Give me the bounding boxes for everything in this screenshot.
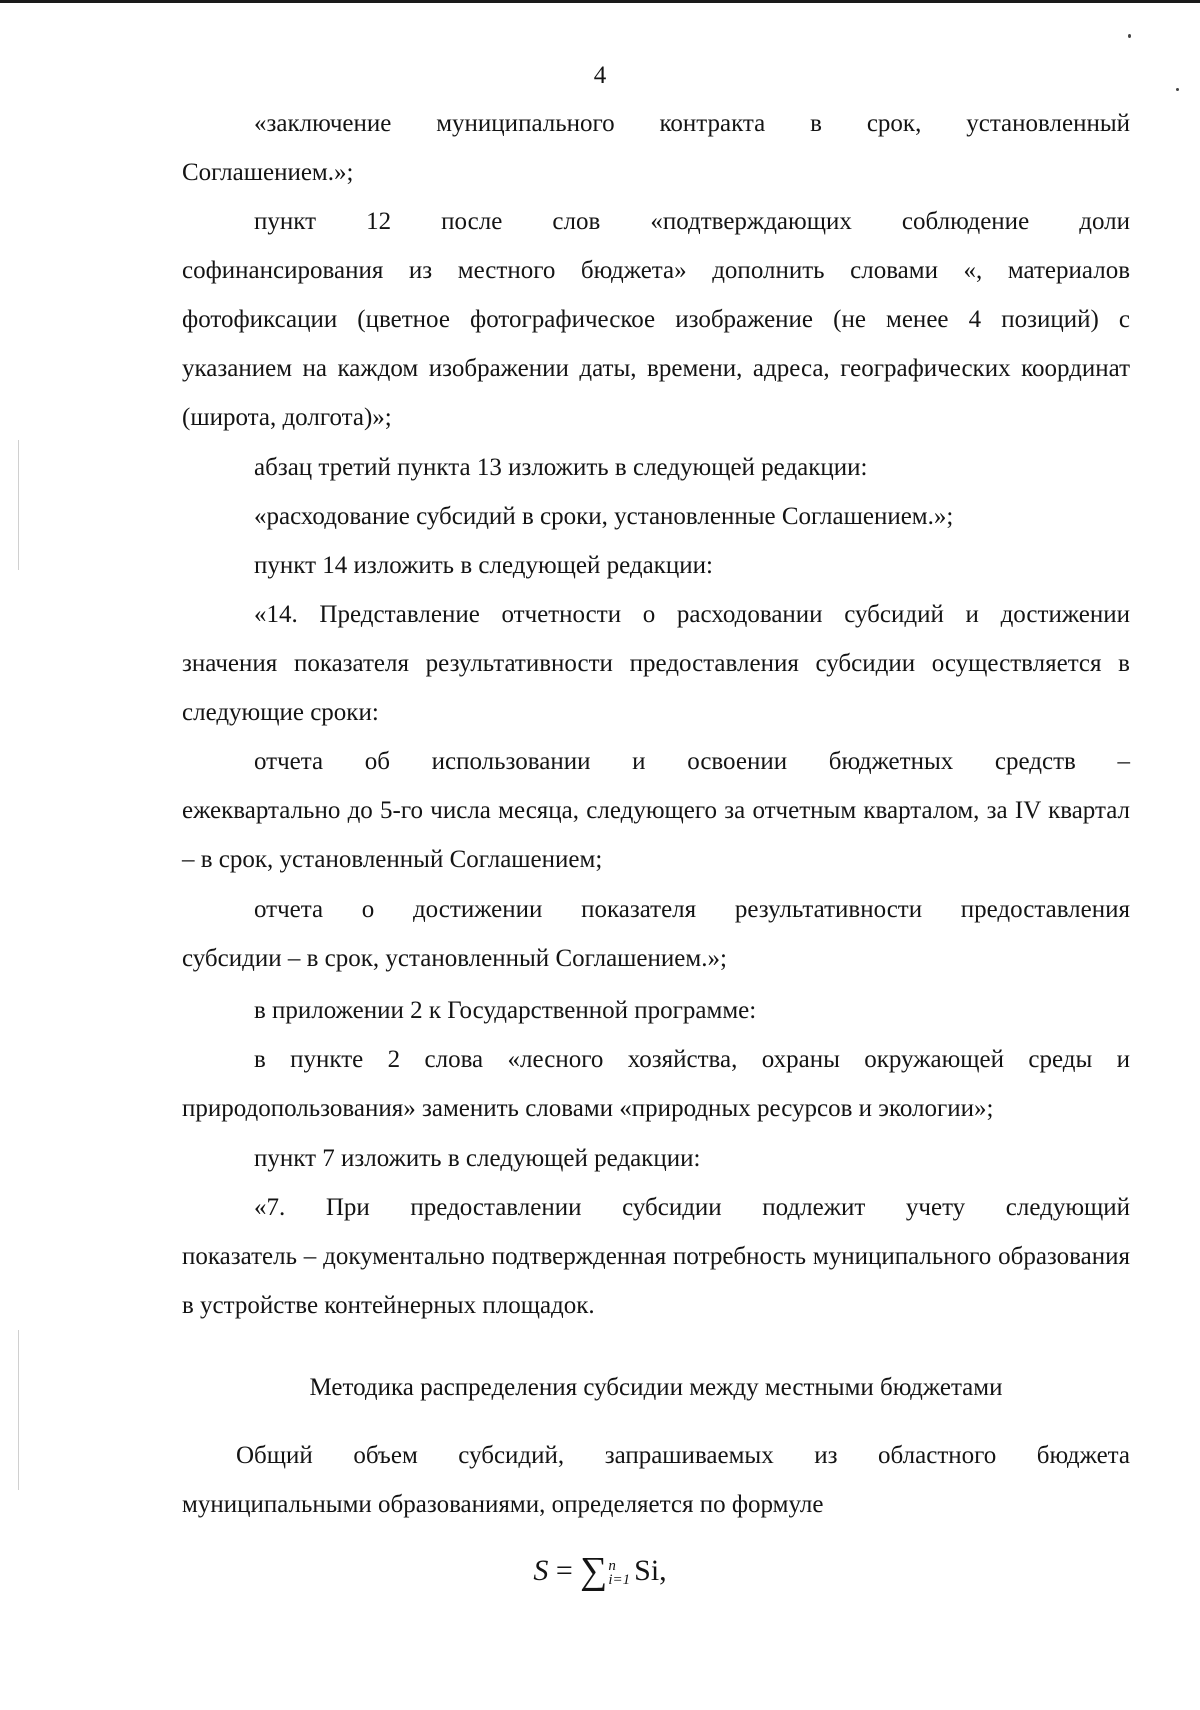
scan-dot xyxy=(1128,34,1131,38)
paragraph xyxy=(182,1431,1130,1529)
paragraph: пункт 14 изложить в следующей редакции: xyxy=(254,552,713,579)
sum-lower: i=1 xyxy=(608,1572,631,1589)
paragraph-line: «14. Представление отчетности о расходовании субсидий и достижении xyxy=(254,601,1130,628)
section-heading: Методика распределения субсидии между местными бюджетами xyxy=(309,1374,1003,1401)
sum-limits xyxy=(608,1559,630,1587)
paragraph-line: софинансирования из местного бюджета» дополнить словами «, материалов фотофиксации (цветное фотографическое изображение (не менее 4 позиций) с указанием на каждом изображении даты, времени, адреса, географических координат (широта, долгота)»; xyxy=(182,257,1130,431)
paragraph xyxy=(182,737,1130,884)
paragraph-line: природопользования» заменить словами «природных ресурсов и экологии»; xyxy=(182,1095,994,1122)
page-top-edge xyxy=(0,0,1200,3)
paragraph-line: в пункте 2 слова «лесного хозяйства, охраны окружающей среды и xyxy=(254,1046,1130,1073)
paragraph xyxy=(182,197,1130,442)
paragraph-line: отчета о достижении показателя результативности предоставления xyxy=(254,896,1130,923)
paragraph-line: «заключение муниципального контракта в срок, установленный xyxy=(254,110,1130,137)
paragraph: «расходование субсидий в сроки, установленные Соглашением.»; xyxy=(254,503,954,530)
paragraph xyxy=(182,1183,1130,1330)
sum-symbol: ∑ xyxy=(580,1550,608,1592)
paragraph-line: пункт 12 после слов «подтверждающих соблюдение доли xyxy=(254,208,1130,235)
paragraph: пункт 7 изложить в следующей редакции: xyxy=(254,1145,701,1172)
paragraph xyxy=(182,590,1130,737)
paragraph-line: Соглашением.»; xyxy=(182,159,354,186)
scan-artifact xyxy=(18,440,19,570)
scan-artifact xyxy=(18,1330,19,1490)
paragraph-line: муниципальными образованиями, определяется по формуле xyxy=(182,1491,824,1518)
paragraph-line: ежеквартально до 5-го числа месяца, следующего за отчетным кварталом, за IV квартал – в срок, установленный Соглашением; xyxy=(182,797,1130,873)
paragraph xyxy=(182,99,1130,197)
paragraph-line: отчета об использовании и освоении бюджетных средств – xyxy=(254,748,1130,775)
paragraph: в приложении 2 к Государственной программе: xyxy=(254,997,757,1024)
formula-term: Si, xyxy=(634,1554,667,1587)
formula xyxy=(0,1548,1200,1591)
paragraph-line: Общий объем субсидий, запрашиваемых из областного бюджета xyxy=(236,1442,1130,1469)
sum-upper: n xyxy=(608,1558,616,1575)
paragraph xyxy=(182,885,1130,983)
paragraph-line: показатель – документально подтвержденная потребность муниципального образования в устройстве контейнерных площадок. xyxy=(182,1243,1130,1319)
paragraph: абзац третий пункта 13 изложить в следующей редакции: xyxy=(254,454,868,481)
paragraph-line: субсидии – в срок, установленный Соглашением.»; xyxy=(182,945,727,972)
page-number: 4 xyxy=(593,62,607,89)
paragraph xyxy=(182,1035,1130,1133)
paragraph-line: «7. При предоставлении субсидии подлежит учету следующий xyxy=(254,1194,1130,1221)
formula-equals: = xyxy=(555,1554,573,1587)
paragraph-line: значения показателя результативности предоставления субсидии осуществляется в следующие сроки: xyxy=(182,650,1130,726)
formula-lhs: S xyxy=(533,1554,549,1587)
